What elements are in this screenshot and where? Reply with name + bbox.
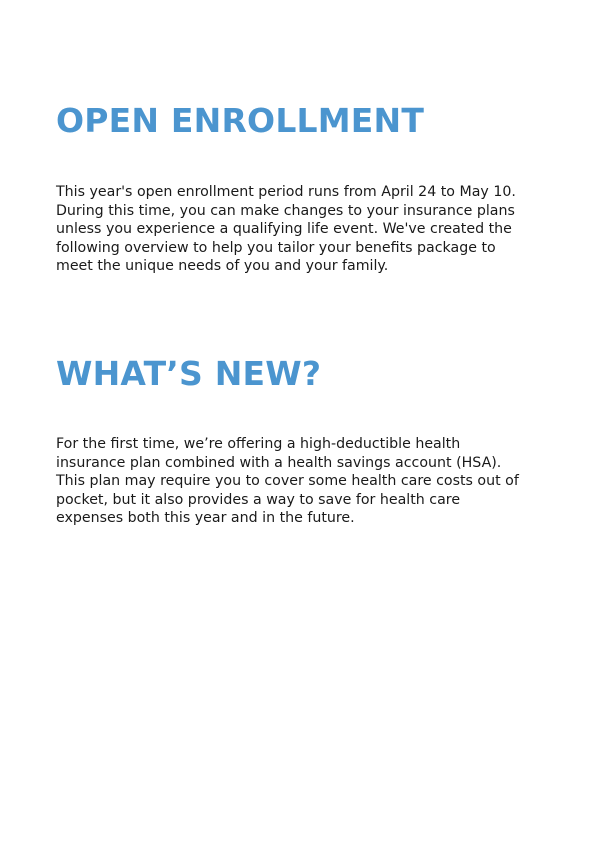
paragraph-line: following overview to help you tailor your benefits package to bbox=[56, 239, 496, 256]
paragraph-line: During this time, you can make changes to your insurance plans bbox=[56, 202, 515, 219]
paragraph-line: This plan may require you to cover some health care costs out of bbox=[56, 473, 519, 490]
whats-new-heading: WHAT’S NEW? bbox=[56, 354, 322, 393]
paragraph-line: expenses both this year and in the future. bbox=[56, 510, 355, 527]
paragraph-line: pocket, but it also provides a way to save for health care bbox=[56, 491, 461, 508]
paragraph-line: meet the unique needs of you and your family. bbox=[56, 258, 389, 275]
paragraph-line: insurance plan combined with a health savings account (HSA). bbox=[56, 454, 502, 471]
paragraph-line: unless you experience a qualifying life event. We've created the bbox=[56, 221, 512, 238]
paragraph-line: For the first time, we’re offering a high-deductible health bbox=[56, 436, 461, 452]
open-enrollment-paragraph bbox=[56, 183, 536, 276]
paragraph-line: This year's open enrollment period runs from April 24 to May 10. bbox=[56, 184, 516, 200]
open-enrollment-heading: OPEN ENROLLMENT bbox=[56, 101, 425, 140]
whats-new-paragraph bbox=[56, 435, 536, 528]
